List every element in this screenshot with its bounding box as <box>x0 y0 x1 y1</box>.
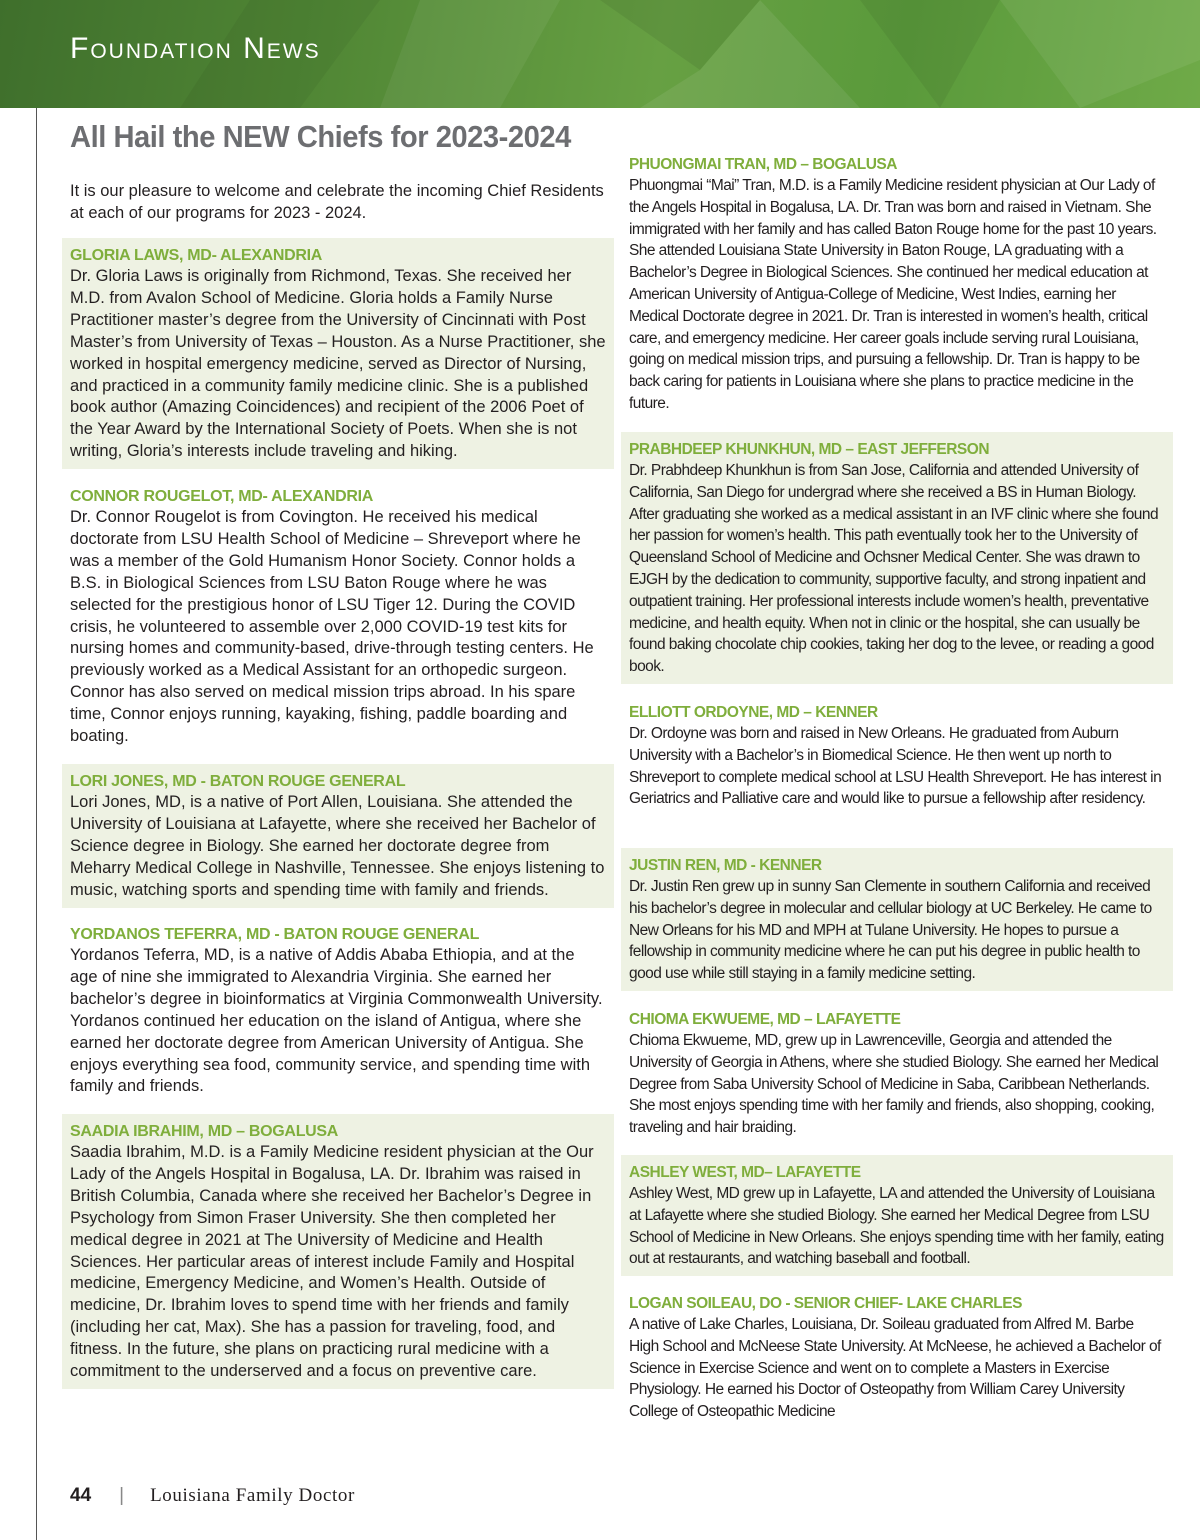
entry-bio: Phuongmai “Mai” Tran, M.D. is a Family Medicine resident physician at Our Lady of the Angels Hospital in Bogalusa, LA. Dr. Tran was born and raised in Vietnam. She immigrated with her family and has called Baton Rouge home for the past 10 years. She attended Louisiana State University in Baton Rouge, LA graduating with a Bachelor’s Degree in Biological Sciences. She continued her medical education at American University of Antigua-College of Medicine, West Indies, earning her Medical Doctorate degree in 2021. Dr. Tran is interested in women’s health, critical care, and emergency medicine. Her career goals include serving rural Louisiana, going on medical mission trips, and pursuing a fellowship. Dr. Tran is happy to be back caring for patients in Louisiana where she plans to practice medicine in the future. <box>629 177 1157 412</box>
entry-bio: Saadia Ibrahim, M.D. is a Family Medicine resident physician at the Our Lady of the Angels Hospital in Bogalusa, LA. Dr. Ibrahim was raised in British Columbia, Canada where she received her Bachelor’s Degree in Psychology from Simon Fraser University. She then completed her medical degree in 2021 at The University of Medicine and Health Sciences. Her particular areas of interest include Family and Hospital medicine, Emergency Medicine, and Women’s Health. Outside of medicine, Dr. Ibrahim loves to spend time with her friends and family (including her cat, Max). She has a passion for traveling, food, and fitness. In the future, she plans on practicing rural medicine with a commitment to the underserved and a focus on preventive care. <box>70 1143 594 1381</box>
chief-entry-yordanos-teferra <box>62 917 614 1104</box>
chief-entry-justin-ren <box>621 848 1173 991</box>
entry-bio: Dr. Prabhdeep Khunkhun is from San Jose, California and attended University of California, San Diego for undergrad where she received a BS in Human Biology. After graduating she worked as a medical assistant in an IVF clinic where she found her passion for women’s health. This path eventually took her to the University of Queensland School of Medicine and Ochsner Medical Center. She was drawn to EJGH by the dedication to community, supportive faculty, and strong inpatient and outpatient training. Her professional interests include women’s health, preventative medicine, and health equity. When not in clinic or the hospital, she can usually be found baking chocolate chip cookies, taking her dog to the levee, or reading a good book. <box>629 462 1159 676</box>
section-title: Foundation News <box>70 32 321 65</box>
entry-heading: GLORIA LAWS, MD- ALEXANDRIA <box>70 247 323 264</box>
entry-heading: LORI JONES, MD - BATON ROUGE GENERAL <box>70 773 406 790</box>
entry-bio: Dr. Justin Ren grew up in sunny San Clemente in southern California and received his bachelor’s degree in molecular and cellular biology at UC Berkeley. He came to New Orleans for his MD and MPH at Tulane University. He hopes to pursue a fellowship in community medicine where he can put his degree in public health to good use while still staying in a family medicine setting. <box>629 878 1152 983</box>
entry-heading: CONNOR ROUGELOT, MD- ALEXANDRIA <box>70 488 373 505</box>
entry-bio: Yordanos Teferra, MD, is a native of Addis Ababa Ethiopia, and at the age of nine she immigrated to Alexandria Virginia. She earned her bachelor’s degree in bioinformatics at Virginia Commonwealth University. Yordanos continued her education on the island of Antigua, where she earned her doctorate degree from American University of Antigua. She enjoys everything sea food, community service, and spending time with family and friends. <box>70 946 603 1096</box>
entry-bio: Dr. Ordoyne was born and raised in New Orleans. He graduated from Auburn University with a Bachelor’s in Biomedical Science. He then went up north to Shreveport to complete medical school at LSU Health Shreveport. He has interest in Geriatrics and Palliative care and would like to pursue a fellowship after residency. <box>629 725 1162 808</box>
entry-bio: A native of Lake Charles, Louisiana, Dr. Soileau graduated from Alfred M. Barbe High School and McNeese State University. At McNeese, he achieved a Bachelor of Science in Exercise Science and went on to complete a Masters in Exercise Physiology. He earned his Doctor of Osteopathy from William Carey University College of Osteopathic Medicine <box>629 1316 1161 1421</box>
chief-entry-phuongmai-tran <box>621 147 1173 421</box>
entry-bio: Chioma Ekwueme, MD, grew up in Lawrenceville, Georgia and attended the University of Georgia in Athens, where she studied Biology. She earned her Medical Degree from Saba University School of Medicine in Saba, Caribbean Netherlands. She most enjoys spending time with her family and friends, also shopping, cooking, traveling and hair braiding. <box>629 1032 1159 1137</box>
entry-heading: SAADIA IBRAHIM, MD – BOGALUSA <box>70 1123 339 1140</box>
header-banner <box>0 0 1200 108</box>
entry-heading: JUSTIN REN, MD - KENNER <box>629 857 822 874</box>
page-footer <box>70 1485 355 1507</box>
chief-entry-logan-soileau <box>621 1286 1173 1429</box>
entry-bio: Lori Jones, MD, is a native of Port Allen, Louisiana. She attended the University of Louisiana at Lafayette, where she received her Bachelor of Science degree in Biology. She earned her doctorate degree from Meharry Medical College in Nashville, Tennessee. She enjoys listening to music, watching sports and spending time with family and friends. <box>70 793 605 899</box>
entry-bio: Dr. Gloria Laws is originally from Richmond, Texas. She received her M.D. from Avalon School of Medicine. Gloria holds a Family Nurse Practitioner master’s degree from the University of Cincinnati with Post Master’s from University of Texas – Houston. As a Nurse Practitioner, she worked in hospital emergency medicine, served as Director of Nursing, and practiced in a community family medicine clinic. She is a published book author (Amazing Coincidences) and recipient of the 2006 Poet of the Year Award by the International Society of Poets. When she is not writing, Gloria’s interests include traveling and hiking. <box>70 267 606 461</box>
side-rule <box>36 108 37 1540</box>
chief-entry-chioma-ekwueme <box>621 1002 1173 1145</box>
chief-entry-saadia-ibrahim <box>62 1114 614 1389</box>
publication-name: Louisiana Family Doctor <box>150 1485 355 1506</box>
entry-heading: PHUONGMAI TRAN, MD – BOGALUSA <box>629 156 897 173</box>
entry-heading: YORDANOS TEFERRA, MD - BATON ROUGE GENERAL <box>70 926 480 943</box>
chief-entry-ashley-west <box>621 1155 1173 1276</box>
page-number: 44 <box>70 1485 92 1506</box>
entry-heading: PRABHDEEP KHUNKHUN, MD – EAST JEFFERSON <box>629 441 990 458</box>
article-headline: All Hail the NEW Chiefs for 2023-2024 <box>70 119 571 154</box>
entry-heading: LOGAN SOILEAU, DO - SENIOR CHIEF- LAKE CHARLES <box>629 1295 1022 1312</box>
footer-separator: | <box>119 1485 125 1506</box>
entry-bio: Ashley West, MD grew up in Lafayette, LA and attended the University of Louisiana at Lafayette where she studied Biology. She earned her Medical Degree from LSU School of Medicine in New Orleans. She enjoys spending time with her family, eating out at restaurants, and watching baseball and football. <box>629 1185 1164 1268</box>
chief-entry-prabhdeep-khunkhun <box>621 432 1173 684</box>
entry-heading: CHIOMA EKWUEME, MD – LAFAYETTE <box>629 1011 901 1028</box>
entry-bio: Dr. Connor Rougelot is from Covington. He received his medical doctorate from LSU Health School of Medicine – Shreveport where he was a member of the Gold Humanism Honor Society. Connor holds a B.S. in Biological Sciences from LSU Baton Rouge where he was selected for the prestigious honor of LSU Tiger 12. During the COVID crisis, he volunteered to assemble over 2,000 COVID-19 test kits for nursing homes and community-based, drive-through testing centers. He previously worked as a Medical Assistant for an orthopedic surgeon. Connor has also served on medical mission trips abroad. In his spare time, Connor enjoys running, kayaking, fishing, paddle boarding and boating. <box>70 508 594 746</box>
entry-heading: ELLIOTT ORDOYNE, MD – KENNER <box>629 704 878 721</box>
article-intro: It is our pleasure to welcome and celebrate the incoming Chief Residents at each of our programs for 2023 - 2024. <box>70 182 604 222</box>
chief-entry-elliott-ordoyne <box>621 695 1173 816</box>
chief-entry-lori-jones <box>62 764 614 908</box>
entry-heading: ASHLEY WEST, MD– LAFAYETTE <box>629 1164 861 1181</box>
chief-entry-gloria-laws <box>62 238 614 469</box>
chief-entry-connor-rougelot <box>62 479 614 754</box>
